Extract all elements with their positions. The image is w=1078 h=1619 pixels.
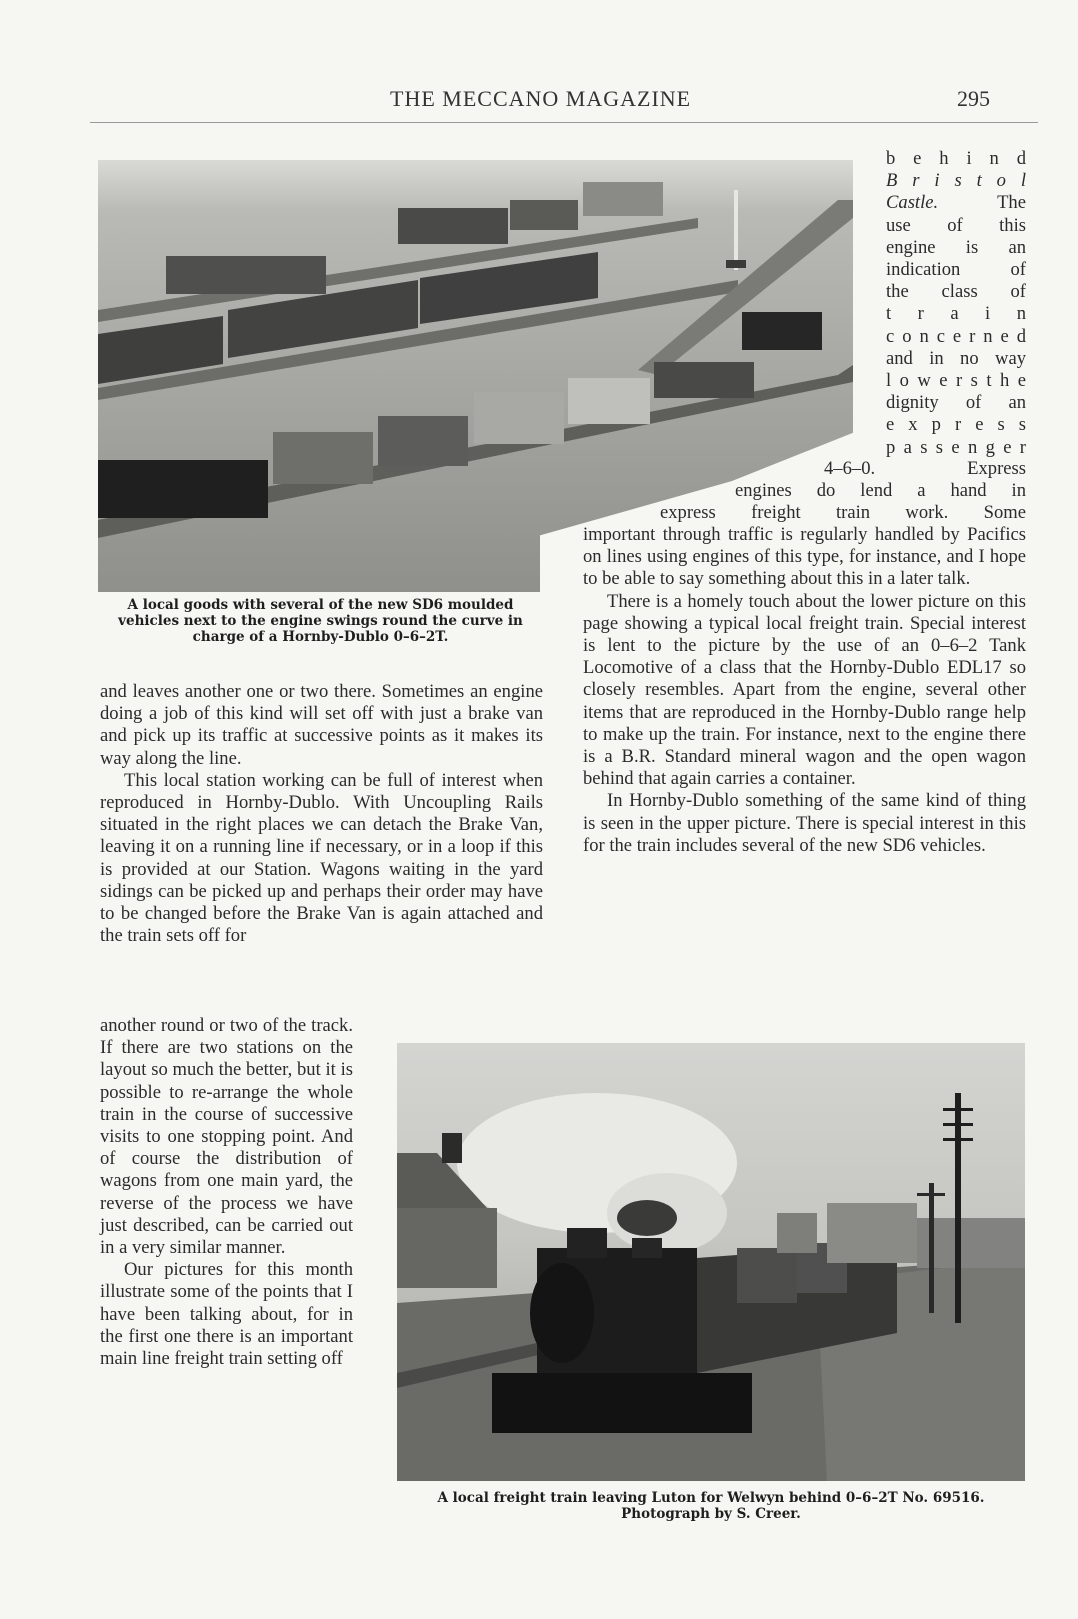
bottom-photo-caption-line-1: A local freight train leaving Luton for Welwyn behind 0–6–2T No. 69516. [437, 1490, 985, 1506]
text-line: engines do lend a hand in [735, 480, 1026, 501]
text-line: 4–6–0. Express [824, 458, 1026, 479]
text-line: use of this [886, 214, 1026, 236]
bottom-photo-freight-train [397, 1043, 1025, 1481]
text-line: b e h i n d [886, 148, 1026, 169]
page-header [90, 86, 1038, 123]
right-column-wrap-line-3 [660, 502, 1026, 524]
left-narrow-column-text [100, 1015, 353, 1370]
paragraph: and leaves another one or two there. Sometimes an engine doing a job of this kind will set off with just a brake van and pick up its traffic at successive points as it makes its way along the line. [100, 681, 543, 769]
text-line: and in no way [886, 347, 1026, 369]
paragraph: another round or two of the track. If there are two stations on the layout so much the better, but it is possible to re-arrange the whole train in the course of successive visits to one stopping point. And of course the distribution of wagons from one main yard, the reverse of the process we have just described, can be carried out in a very similar manner. [100, 1015, 353, 1259]
text-line: c o n c e r n e d [886, 325, 1026, 347]
text-line: t r a i n [886, 303, 1026, 325]
text-line: e x p r e s s [886, 414, 1026, 436]
paragraph: important through traffic is regularly handled by Pacifics on lines using engines of this type, for instance, and I hope to be able to say something about this in a later talk. [583, 524, 1026, 590]
text-line: indication of [886, 259, 1026, 281]
text-line: engine is an [886, 236, 1026, 258]
left-column-text [100, 681, 543, 947]
text-line: the class of [886, 281, 1026, 303]
right-column-wrap-line-2 [735, 480, 1026, 502]
paragraph: This local station working can be full of interest when reproduced in Hornby-Dublo. With Uncoupling Rails situated in the right places we can detach the Brake Van, leaving it on a running line if necessary, or in a loop if this is provided at our Station. Wagons waiting in the yard sidings can be picked up and perhaps their order may have to be changed before the Brake Van is again attached and the train sets off for [100, 769, 543, 947]
right-column-wrap-line-1 [824, 458, 1026, 480]
text-line: l o w e r s t h e [886, 370, 1026, 392]
paragraph: In Hornby-Dublo something of the same kind of thing is seen in the upper picture. There is special interest in this for the train includes several of the new SD6 vehicles. [583, 790, 1026, 856]
text-line [886, 192, 1026, 214]
text-italic: Castle. [886, 192, 939, 214]
paragraph: There is a homely touch about the lower picture on this page showing a typical local freight train. Special interest is lent to the picture by the use of an 0–6–2 Tank Locomotive of a class that the Hornby-Dublo EDL17 so closely resembles. Apart from the engine, several other items that are reproduced in the Hornby-Dublo range help to make up the train. For instance, next to the engine there is a B.R. Standard mineral wagon and the open wagon behind that again carries a container. [583, 590, 1026, 790]
bottom-photo-caption [397, 1490, 1025, 1522]
right-column-text [583, 524, 1026, 857]
magazine-title: THE MECCANO MAGAZINE [390, 86, 692, 111]
text-line: express freight train work. Some [660, 502, 1026, 523]
paragraph: Our pictures for this month illustrate some of the points that I have been talking about, for in the first one there is an important main line freight train setting off [100, 1259, 353, 1370]
text-line: p a s s e n g e r [886, 436, 1026, 458]
page-number: 295 [957, 86, 990, 111]
text-word: The [997, 192, 1026, 214]
text-line: B r i s t o l [886, 170, 1026, 192]
photo-credit: Photograph by S. Creer. [621, 1506, 801, 1522]
text-line: dignity of an [886, 392, 1026, 414]
right-column-top-text [886, 148, 1026, 459]
top-photo-caption: A local goods with several of the new SD6 moulded vehicles next to the engine swings round the curve in charge of a Hornby-Dublo 0–6–2T. [118, 597, 523, 645]
